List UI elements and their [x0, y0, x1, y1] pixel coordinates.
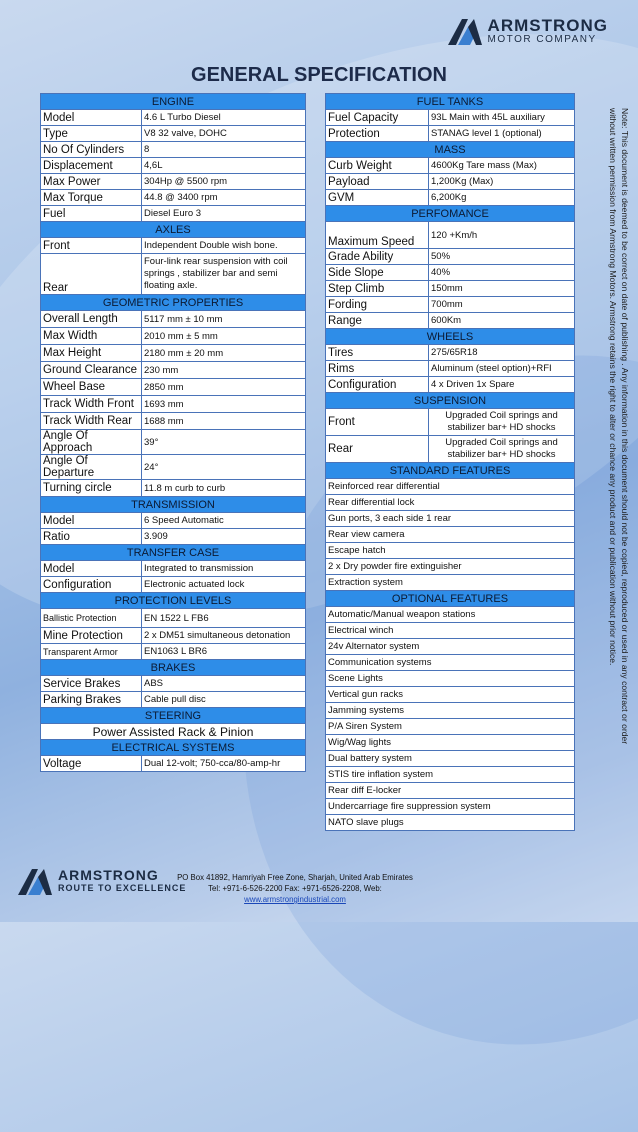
- list-row: [326, 735, 575, 751]
- list-item: Gun ports, 3 each side 1 rear: [326, 511, 575, 527]
- spec-value: Upgraded Coil springs and stabilizer bar+ HD shocks: [429, 409, 575, 436]
- spec-value: 275/65R18: [429, 345, 575, 361]
- spec-value: 44.8 @ 3400 rpm: [142, 190, 306, 206]
- list-item: STIS tire inflation system: [326, 767, 575, 783]
- section-header: STANDARD FEATURES: [326, 463, 575, 479]
- spec-label: Turning circle: [41, 480, 142, 497]
- spec-row: [41, 328, 306, 345]
- list-item: Power Assisted Rack & Pinion: [41, 724, 306, 740]
- spec-value: ABS: [142, 676, 306, 692]
- spec-label: Max Width: [41, 328, 142, 345]
- list-item: Automatic/Manual weapon stations: [326, 607, 575, 623]
- list-item: 24v Alternator system: [326, 639, 575, 655]
- spec-row: [326, 313, 575, 329]
- section-header-row: [326, 206, 575, 222]
- spec-label: Grade Ability: [326, 249, 429, 265]
- spec-label: No Of Cylinders: [41, 142, 142, 158]
- spec-label: Max Power: [41, 174, 142, 190]
- list-row: [326, 799, 575, 815]
- footer-website-link[interactable]: www.armstrongindustrial.com: [244, 895, 346, 904]
- spec-label: Ballistic Protection: [41, 609, 142, 628]
- section-header-row: [326, 591, 575, 607]
- brand-mark-icon: [14, 865, 54, 897]
- spec-row: [41, 311, 306, 328]
- section-header-row: [41, 593, 306, 609]
- spec-row: [41, 362, 306, 379]
- spec-label: Fuel Capacity: [326, 110, 429, 126]
- section-header: AXLES: [41, 222, 306, 238]
- list-item: Escape hatch: [326, 543, 575, 559]
- right-spec-table: [325, 93, 575, 831]
- spec-label: Payload: [326, 174, 429, 190]
- spec-value: 50%: [429, 249, 575, 265]
- brand-name-bottom: ARMSTRONG: [58, 867, 159, 883]
- spec-label: Configuration: [41, 577, 142, 593]
- spec-label: Rear: [326, 436, 429, 463]
- spec-row: [41, 480, 306, 497]
- spec-row: [326, 409, 575, 436]
- spec-label: Wheel Base: [41, 379, 142, 396]
- footer-address: [175, 872, 415, 905]
- list-item: Wig/Wag lights: [326, 735, 575, 751]
- legal-note-text: Note: This document is deemed to be correct on date of publishing . Any information in this document should not be copied, reproduced or used in any contract or order without written permission from Armstrong Motors. Armstrong retains the right to alter or chance any product and or publication without prior notice.: [608, 108, 630, 745]
- spec-label: Fording: [326, 297, 429, 313]
- spec-label: GVM: [326, 190, 429, 206]
- spec-row: [41, 561, 306, 577]
- spec-value: 4 x Driven 1x Spare: [429, 377, 575, 393]
- section-header-row: [326, 142, 575, 158]
- spec-row: [41, 126, 306, 142]
- brand-logo-bottom: [14, 865, 186, 897]
- spec-value: 1,200Kg (Max): [429, 174, 575, 190]
- section-header-row: [41, 708, 306, 724]
- spec-label: Maximum Speed: [326, 222, 429, 249]
- brand-logo-top: [444, 14, 608, 48]
- spec-value: V8 32 valve, DOHC: [142, 126, 306, 142]
- spec-row: [326, 297, 575, 313]
- spec-row: [41, 110, 306, 126]
- section-header: OPTIONAL FEATURES: [326, 591, 575, 607]
- brand-tagline-bottom: ROUTE TO EXCELLENCE: [58, 883, 187, 893]
- section-header: PERFOMANCE: [326, 206, 575, 222]
- section-header: TRANSMISSION: [41, 497, 306, 513]
- spec-value: 93L Main with 45L auxiliary: [429, 110, 575, 126]
- list-item: Scene Lights: [326, 671, 575, 687]
- list-row: [326, 639, 575, 655]
- section-header-row: [326, 393, 575, 409]
- spec-value: Dual 12-volt; 750-cca/80-amp-hr: [142, 756, 306, 772]
- spec-value: Four-link rear suspension with coil springs , stabilizer bar and semi floating axle.: [142, 254, 306, 295]
- list-row: [326, 719, 575, 735]
- spec-row: [326, 265, 575, 281]
- footer-address-line: PO Box 41892, Hamriyah Free Zone, Sharjah, United Arab Emirates: [177, 873, 413, 882]
- spec-value: 1688 mm: [142, 413, 306, 430]
- list-row: [326, 495, 575, 511]
- spec-label: Transparent Armor: [41, 644, 142, 660]
- spec-value: 2010 mm ± 5 mm: [142, 328, 306, 345]
- spec-label: Ground Clearance: [41, 362, 142, 379]
- spec-label: Type: [41, 126, 142, 142]
- spec-label: Ratio: [41, 529, 142, 545]
- spec-label: Model: [41, 110, 142, 126]
- section-header: TRANSFER CASE: [41, 545, 306, 561]
- spec-value: EN 1522 L FB6: [142, 609, 306, 628]
- list-row: [326, 767, 575, 783]
- spec-value: Upgraded Coil springs and stabilizer bar+ HD shocks: [429, 436, 575, 463]
- list-item: 2 x Dry powder fire extinguisher: [326, 559, 575, 575]
- spec-row: [41, 455, 306, 480]
- section-header-row: [41, 740, 306, 756]
- spec-label: Overall Length: [41, 311, 142, 328]
- list-row: [326, 655, 575, 671]
- list-item: Electrical winch: [326, 623, 575, 639]
- spec-row: [326, 436, 575, 463]
- spec-value: 2 x DM51 simultaneous detonation: [142, 628, 306, 644]
- spec-row: [41, 345, 306, 362]
- spec-label: Model: [41, 513, 142, 529]
- list-row: [326, 479, 575, 495]
- spec-row: [326, 174, 575, 190]
- spec-value: 150mm: [429, 281, 575, 297]
- list-row: [326, 815, 575, 831]
- spec-row: [41, 577, 306, 593]
- spec-row: [326, 281, 575, 297]
- spec-label: Max Height: [41, 345, 142, 362]
- list-item: Vertical gun racks: [326, 687, 575, 703]
- spec-value: STANAG level 1 (optional): [429, 126, 575, 142]
- list-row: [326, 543, 575, 559]
- spec-row: [41, 142, 306, 158]
- spec-row: [326, 377, 575, 393]
- spec-label: Angle Of Departure: [41, 455, 142, 480]
- spec-label: Track Width Rear: [41, 413, 142, 430]
- spec-value: 24°: [142, 455, 306, 480]
- spec-value: Aluminum (steel option)+RFI: [429, 361, 575, 377]
- section-header-row: [41, 295, 306, 311]
- spec-row: [41, 254, 306, 295]
- list-item: Jamming systems: [326, 703, 575, 719]
- spec-value: 40%: [429, 265, 575, 281]
- section-header-row: [41, 94, 306, 110]
- spec-label: Mine Protection: [41, 628, 142, 644]
- spec-row: [326, 361, 575, 377]
- spec-value: EN1063 L BR6: [142, 644, 306, 660]
- spec-value: 230 mm: [142, 362, 306, 379]
- brand-tagline: MOTOR COMPANY: [487, 33, 597, 45]
- list-row: [326, 623, 575, 639]
- spec-value: 1693 mm: [142, 396, 306, 413]
- list-row: [326, 783, 575, 799]
- list-row: [326, 703, 575, 719]
- spec-row: [41, 644, 306, 660]
- spec-label: Service Brakes: [41, 676, 142, 692]
- spec-row: [41, 529, 306, 545]
- section-header-row: [41, 222, 306, 238]
- spec-row: [326, 110, 575, 126]
- spec-label: Track Width Front: [41, 396, 142, 413]
- spec-value: 4600Kg Tare mass (Max): [429, 158, 575, 174]
- list-row: [326, 671, 575, 687]
- spec-row: [41, 676, 306, 692]
- spec-value: 120 +Km/h: [429, 222, 575, 249]
- list-row: [326, 511, 575, 527]
- list-item: Undercarriage fire suppression system: [326, 799, 575, 815]
- spec-value: 304Hp @ 5500 rpm: [142, 174, 306, 190]
- spec-label: Range: [326, 313, 429, 329]
- list-row: [326, 527, 575, 543]
- list-row: [41, 724, 306, 740]
- spec-row: [41, 174, 306, 190]
- brand-name: ARMSTRONG: [487, 15, 608, 35]
- list-row: [326, 575, 575, 591]
- section-header: BRAKES: [41, 660, 306, 676]
- spec-row: [41, 238, 306, 254]
- list-item: Dual battery system: [326, 751, 575, 767]
- section-header: ENGINE: [41, 94, 306, 110]
- spec-value: 2850 mm: [142, 379, 306, 396]
- spec-value: Diesel Euro 3: [142, 206, 306, 222]
- list-item: Rear differential lock: [326, 495, 575, 511]
- spec-value: Electronic actuated lock: [142, 577, 306, 593]
- list-item: P/A Siren System: [326, 719, 575, 735]
- left-spec-table: [40, 93, 306, 772]
- list-item: Rear view camera: [326, 527, 575, 543]
- section-header-row: [326, 329, 575, 345]
- section-header-row: [326, 94, 575, 110]
- spec-row: [41, 379, 306, 396]
- list-row: [326, 751, 575, 767]
- spec-label: Protection: [326, 126, 429, 142]
- spec-row: [41, 413, 306, 430]
- spec-label: Front: [41, 238, 142, 254]
- page-title: GENERAL SPECIFICATION: [191, 64, 447, 86]
- section-header-row: [41, 497, 306, 513]
- list-item: NATO slave plugs: [326, 815, 575, 831]
- list-item: Extraction system: [326, 575, 575, 591]
- list-row: [326, 607, 575, 623]
- spec-value: 700mm: [429, 297, 575, 313]
- spec-row: [326, 126, 575, 142]
- spec-row: [326, 345, 575, 361]
- footer-contact-line: Tel: +971-6-526-2200 Fax: +971-6526-2208, Web:: [208, 884, 382, 893]
- spec-value: Independent Double wish bone.: [142, 238, 306, 254]
- spec-value: 2180 mm ± 20 mm: [142, 345, 306, 362]
- section-header-row: [326, 463, 575, 479]
- spec-label: Configuration: [326, 377, 429, 393]
- spec-label: Front: [326, 409, 429, 436]
- section-header-row: [41, 545, 306, 561]
- spec-label: Model: [41, 561, 142, 577]
- spec-label: Angle Of Approach: [41, 430, 142, 455]
- section-header: PROTECTION LEVELS: [41, 593, 306, 609]
- spec-value: 600Km: [429, 313, 575, 329]
- spec-value: 3.909: [142, 529, 306, 545]
- spec-label: Rear: [41, 254, 142, 295]
- spec-row: [41, 396, 306, 413]
- legal-note: [577, 108, 637, 748]
- section-header: MASS: [326, 142, 575, 158]
- spec-value: 11.8 m curb to curb: [142, 480, 306, 497]
- spec-label: Parking Brakes: [41, 692, 142, 708]
- spec-row: [326, 222, 575, 249]
- spec-value: 6,200Kg: [429, 190, 575, 206]
- spec-row: [41, 628, 306, 644]
- spec-label: Rims: [326, 361, 429, 377]
- spec-row: [41, 158, 306, 174]
- spec-value: 39°: [142, 430, 306, 455]
- section-header: SUSPENSION: [326, 393, 575, 409]
- spec-value: 5117 mm ± 10 mm: [142, 311, 306, 328]
- spec-row: [41, 206, 306, 222]
- spec-value: 8: [142, 142, 306, 158]
- spec-value: 6 Speed Automatic: [142, 513, 306, 529]
- section-header-row: [41, 660, 306, 676]
- list-row: [326, 559, 575, 575]
- spec-label: Step Climb: [326, 281, 429, 297]
- brand-mark-icon: [444, 15, 484, 47]
- spec-label: Tires: [326, 345, 429, 361]
- spec-label: Max Torque: [41, 190, 142, 206]
- spec-row: [41, 513, 306, 529]
- spec-row: [41, 756, 306, 772]
- spec-label: Fuel: [41, 206, 142, 222]
- spec-row: [41, 430, 306, 455]
- spec-value: Integrated to transmission: [142, 561, 306, 577]
- section-header: ELECTRICAL SYSTEMS: [41, 740, 306, 756]
- spec-label: Side Slope: [326, 265, 429, 281]
- spec-row: [41, 609, 306, 628]
- spec-label: Displacement: [41, 158, 142, 174]
- list-item: Rear diff E-locker: [326, 783, 575, 799]
- list-row: [326, 687, 575, 703]
- spec-value: Cable pull disc: [142, 692, 306, 708]
- spec-value: 4,6L: [142, 158, 306, 174]
- section-header: FUEL TANKS: [326, 94, 575, 110]
- spec-row: [41, 692, 306, 708]
- spec-row: [326, 249, 575, 265]
- section-header: WHEELS: [326, 329, 575, 345]
- spec-row: [326, 158, 575, 174]
- spec-label: Curb Weight: [326, 158, 429, 174]
- section-header: STEERING: [41, 708, 306, 724]
- spec-row: [41, 190, 306, 206]
- spec-value: 4.6 L Turbo Diesel: [142, 110, 306, 126]
- list-item: Communication systems: [326, 655, 575, 671]
- spec-row: [326, 190, 575, 206]
- spec-label: Voltage: [41, 756, 142, 772]
- list-item: Reinforced rear differential: [326, 479, 575, 495]
- section-header: GEOMETRIC PROPERTIES: [41, 295, 306, 311]
